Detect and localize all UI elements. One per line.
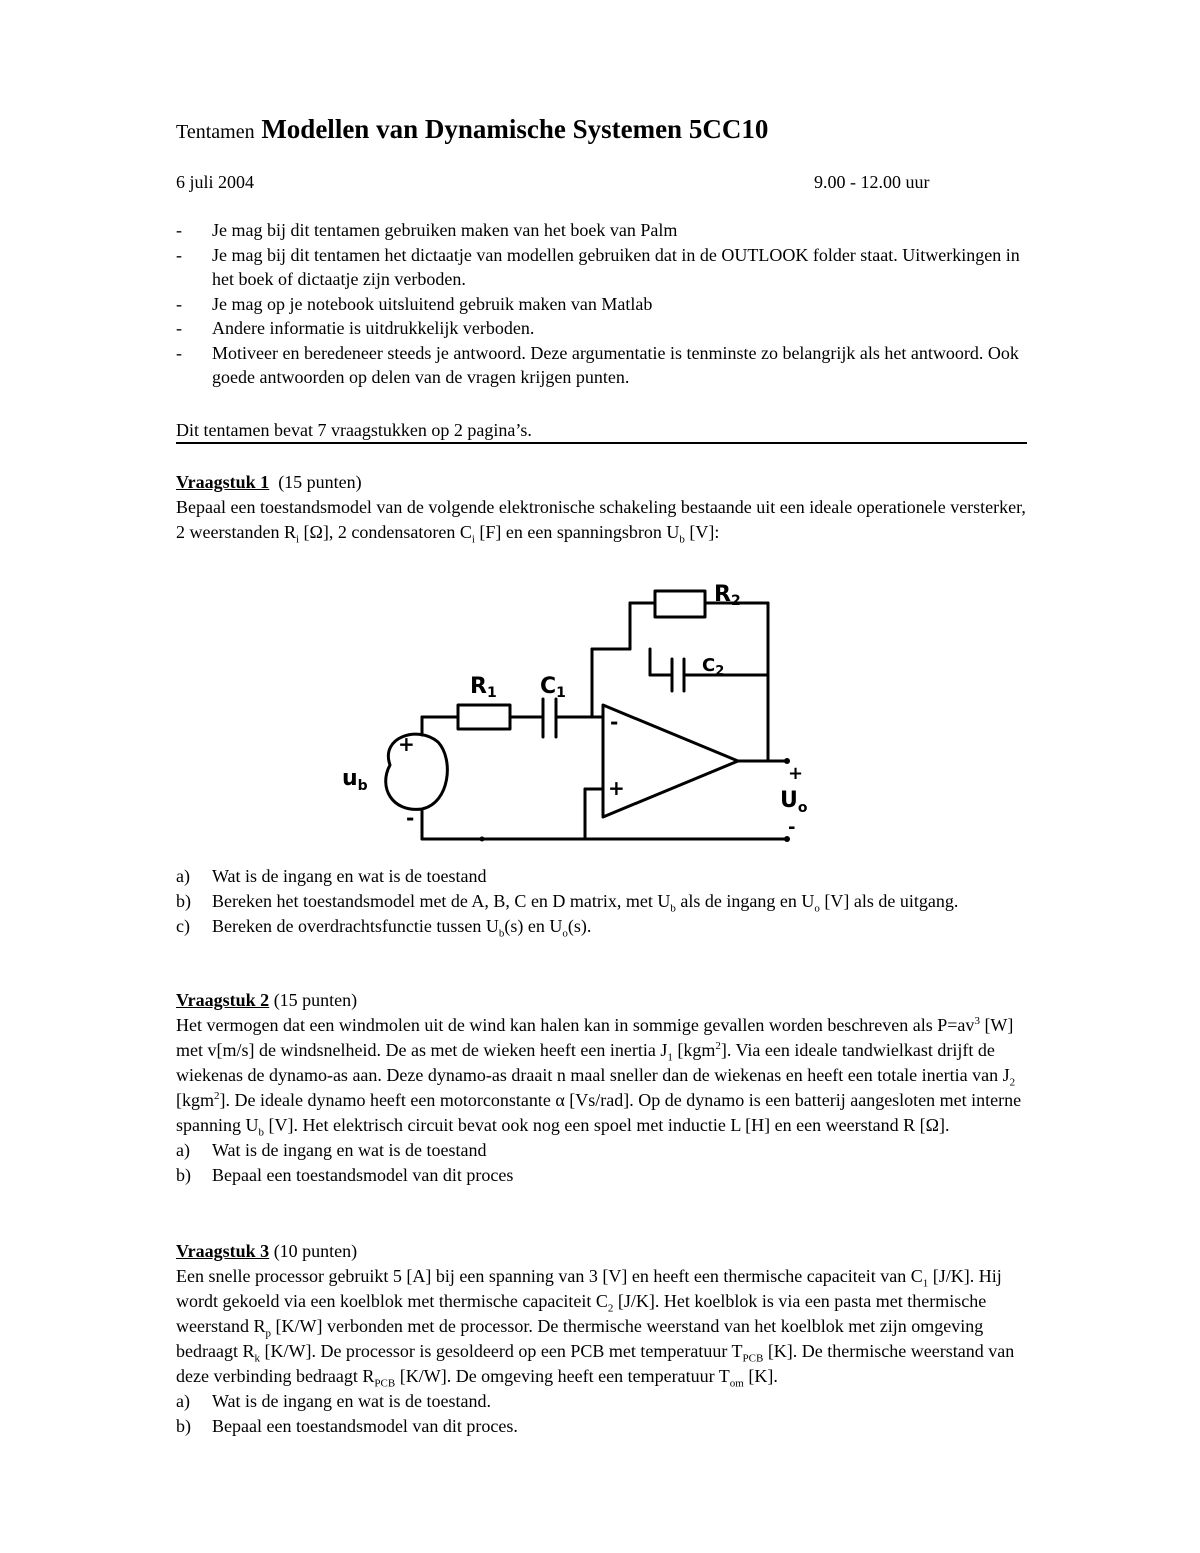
subquestion-text: als de ingang en U (675, 891, 815, 911)
label-c2-main: C (702, 655, 716, 676)
q2-sup: 2 (214, 1090, 220, 1102)
opamp-minus: - (610, 710, 619, 734)
opamp-triangle (603, 705, 738, 817)
subquestion-text: Wat is de ingang en wat is de toestand (212, 866, 487, 886)
label-c1 (540, 674, 566, 701)
q1-sub: b (498, 927, 505, 940)
subquestion-text: (s). (567, 916, 592, 936)
q1-sub: i (295, 533, 300, 546)
subquestion-b (176, 1163, 1036, 1188)
subquestion-label: c) (176, 916, 190, 936)
question-3 (176, 1239, 1036, 1439)
q3-text-part: [K]. (743, 1366, 778, 1386)
label-c2-sub: 2 (715, 664, 725, 679)
subquestion-c (176, 914, 1036, 939)
q1-text-part: Bepaal een toestandsmodel van de volgende elektronische schakeling bestaande uit een ideale operationele versterker, 2 weerstanden R (176, 497, 1026, 542)
question-1-text (176, 495, 1036, 545)
rule-item: - Je mag bij dit tentamen het dictaatje van modellen gebruiken dat in de OUTLOOK folder staat. Uitwerkingen in het boek of dictaatje zijn verboden. (176, 243, 1036, 292)
q3-text-part: [K/W] verbonden met de processor. De thermische weerstand van het koelblok met zijn omgeving bedraagt R (176, 1316, 984, 1361)
opamp-circuit-diagram (330, 567, 870, 857)
q3-sub: PCB (374, 1377, 396, 1390)
subquestion-text: Bereken het toestandsmodel met de A, B, C en D matrix, met U (212, 891, 671, 911)
q1-sub: b (679, 533, 685, 546)
q2-sup: 3 (974, 1015, 980, 1027)
label-c1-main: C (540, 674, 557, 699)
subquestion-b (176, 1414, 1036, 1439)
subquestion-a (176, 1138, 1036, 1163)
exam-title (176, 114, 768, 145)
q3-text-part: [J/K]. Hij wordt gekoeld via een koelblok met thermische capaciteit C (176, 1266, 1002, 1311)
question-2 (176, 988, 1036, 1188)
question-2-text (176, 1013, 1036, 1138)
subquestion-b (176, 889, 1036, 914)
q2-text-part: [kgm (672, 1040, 716, 1060)
q3-text-part: [K]. De thermische weerstand van deze verbinding bedraagt R (176, 1341, 1015, 1386)
question-1-subquestions (176, 864, 1036, 939)
q1-text-part: [F] en een spanningsbron U (474, 522, 680, 542)
subquestion-text: Wat is de ingang en wat is de toestand (212, 1140, 487, 1160)
label-r2 (714, 582, 741, 609)
label-source (342, 766, 368, 794)
rule-item: - Je mag op je notebook uitsluitend gebruik maken van Matlab (176, 292, 1036, 317)
subquestion-text: Bepaal een toestandsmodel van dit proces. (212, 1416, 518, 1436)
source-plus: + (398, 732, 415, 756)
q1-text-part: [V]: (684, 522, 720, 542)
rule-item: - Andere informatie is uitdrukkelijk verboden. (176, 316, 1036, 341)
q2-sub: b (258, 1126, 264, 1139)
label-source-main: u (342, 766, 358, 791)
subquestion-a (176, 864, 1036, 889)
subquestion-text: (s) en U (504, 916, 563, 936)
q2-sup: 2 (715, 1040, 721, 1052)
label-r2-main: R (714, 582, 731, 607)
question-2-title: Vraagstuk 2 (176, 990, 270, 1010)
question-1 (176, 470, 1036, 545)
q2-sub: 2 (1009, 1076, 1016, 1089)
output-minus: - (788, 817, 796, 838)
subquestion-text: Bereken de overdrachtsfunctie tussen U (212, 916, 499, 936)
q3-text-part: Een snelle processor gebruikt 5 [A] bij een spanning van 3 [V] en heeft een thermische capaciteit van C (176, 1266, 923, 1286)
exam-intro: Dit tentamen bevat 7 vraagstukken op 2 pagina’s. (176, 420, 532, 440)
q1-sub: o (562, 927, 568, 940)
q3-sub: om (729, 1377, 744, 1390)
voltage-source (386, 734, 448, 809)
subquestion-text: [V] als de uitgang. (819, 891, 959, 911)
question-2-points: (15 punten) (273, 990, 358, 1010)
q2-text-part: ]. De ideale dynamo heeft een motorconstante α [Vs/rad]. Op de dynamo is een batterij aangesloten met interne spanning U (176, 1090, 1022, 1135)
q2-text-part: [V]. Het elektrisch circuit bevat ook nog een spoel met inductie L [H] en een weerstand R [Ω]. (264, 1115, 950, 1135)
q3-text-part: [K/W]. De omgeving heeft een temperatuur T (395, 1366, 730, 1386)
resistor-r2 (655, 591, 705, 617)
output-plus: + (788, 763, 804, 784)
subquestion-label: a) (176, 1140, 190, 1160)
source-minus: - (406, 806, 415, 830)
rule-item: - Je mag bij dit tentamen gebruiken maken van het boek van Palm (176, 218, 1036, 243)
question-3-points: (10 punten) (273, 1241, 358, 1261)
q1-sub: b (670, 902, 676, 915)
subquestion-label: b) (176, 891, 191, 911)
rules-list (176, 218, 1036, 390)
q2-text-part: Het vermogen dat een windmolen uit de wind kan halen kan in sommige gevallen worden beschreven als P=av (176, 1015, 975, 1035)
q2-text-part: [kgm (176, 1090, 214, 1110)
subquestion-label: a) (176, 1391, 190, 1411)
q3-sub: p (265, 1327, 271, 1340)
subquestion-label: b) (176, 1416, 191, 1436)
title-prefix: Tentamen (176, 121, 255, 143)
label-r2-sub: 2 (730, 593, 741, 609)
q1-sub: o (814, 902, 820, 915)
question-1-header (176, 470, 1036, 495)
opamp-plus: + (608, 776, 625, 800)
label-r1-main: R (470, 674, 487, 699)
q2-sub: 1 (667, 1051, 673, 1064)
q3-sub: 1 (922, 1277, 929, 1290)
exam-date: 6 juli 2004 (176, 172, 255, 192)
q2-text-part: ]. Via een ideale tandwielkast drijft de wiekenas de dynamo-as aan. Deze dynamo-as draait n maal sneller dan de wiekenas en heeft een totale inertia van J (176, 1040, 1010, 1085)
subquestion-label: b) (176, 1165, 191, 1185)
label-output-main: U (780, 788, 798, 813)
exam-time: 9.00 - 12.00 uur (814, 172, 930, 192)
label-r1 (470, 674, 497, 701)
label-output (780, 788, 808, 816)
question-2-subquestions (176, 1138, 1036, 1188)
q3-sub: 2 (607, 1302, 614, 1315)
label-r1-sub: 1 (486, 685, 497, 701)
q3-text-part: [K/W]. De processor is gesoldeerd op een PCB met temperatuur T (259, 1341, 743, 1361)
question-3-title: Vraagstuk 3 (176, 1241, 270, 1261)
question-3-header (176, 1239, 1036, 1264)
q1-sub: i (471, 533, 475, 546)
subquestion-text: Wat is de ingang en wat is de toestand. (212, 1391, 491, 1411)
question-1-title: Vraagstuk 1 (176, 472, 270, 492)
rule-item: - Motiveer en beredeneer steeds je antwoord. Deze argumentatie is tenminste zo belangrijk als het antwoord. Ook goede antwoorden op delen van de vragen krijgen punten. (176, 341, 1036, 390)
label-c2 (702, 655, 724, 679)
resistor-r1 (458, 705, 510, 729)
title-main: Modellen van Dynamische Systemen 5CC10 (261, 114, 769, 144)
subquestion-label: a) (176, 866, 190, 886)
subquestion-text: Bepaal een toestandsmodel van dit proces (212, 1165, 514, 1185)
subquestion-a (176, 1389, 1036, 1414)
label-output-sub: o (797, 800, 808, 816)
label-c1-sub: 1 (556, 685, 566, 701)
question-2-header (176, 988, 1036, 1013)
question-3-subquestions (176, 1389, 1036, 1439)
divider (176, 442, 1027, 444)
q3-sub: PCB (742, 1352, 764, 1365)
q2-text-part: [W] met v[m/s] de windsnelheid. De as met de wieken heeft een inertia J (176, 1015, 1014, 1060)
question-3-text (176, 1264, 1036, 1389)
q1-text-part: [Ω], 2 condensatoren C (299, 522, 472, 542)
q3-sub: k (254, 1352, 260, 1365)
label-source-sub: b (357, 778, 368, 794)
question-1-points: (15 punten) (278, 472, 362, 492)
q3-text-part: [J/K]. Het koelblok is via een pasta met thermische weerstand R (176, 1291, 987, 1336)
